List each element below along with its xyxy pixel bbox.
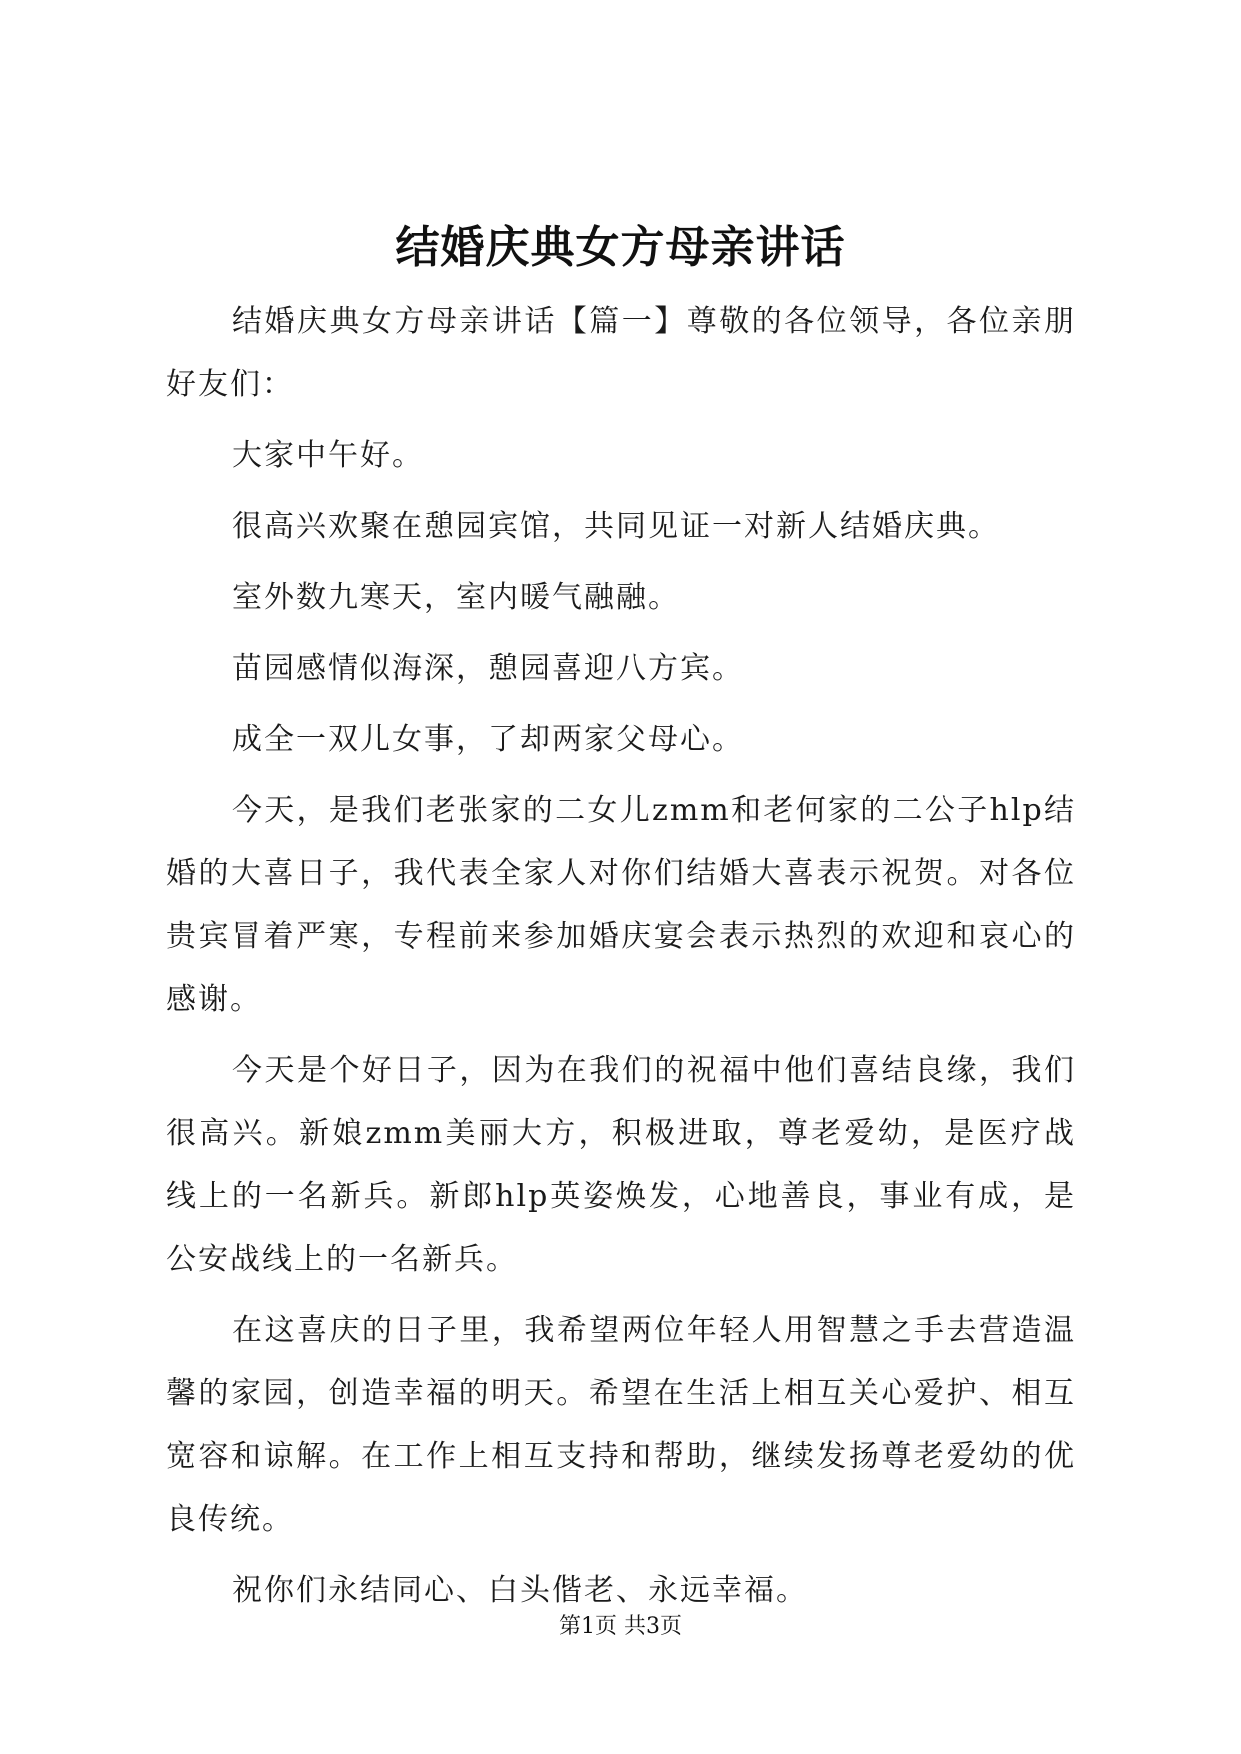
paragraph: 在这喜庆的日子里，我希望两位年轻人用智慧之手去营造温馨的家园，创造幸福的明天。希望在生活上相互关心爱护、相互宽容和谅解。在工作上相互支持和帮助，继续发扬尊老爱幼的优良传统。 (166, 1313, 1076, 1537)
paragraph: 今天，是我们老张家的二女儿zmm和老何家的二公子hlp结婚的大喜日子，我代表全家人对你们结婚大喜表示祝贺。对各位贵宾冒着严寒，专程前来参加婚庆宴会表示热烈的欢迎和哀心的感谢。 (166, 793, 1076, 1017)
page-footer: 第1页 共3页 (559, 1614, 682, 1639)
paragraph: 大家中午好。 (232, 438, 424, 473)
document-title: 结婚庆典女方母亲讲话 (395, 222, 846, 273)
paragraph: 今天是个好日子，因为在我们的祝福中他们喜结良缘，我们很高兴。新娘zmm美丽大方，积极进取，尊老爱幼，是医疗战线上的一名新兵。新郎hlp英姿焕发，心地善良，事业有成，是公安战线上的一名新兵。 (166, 1053, 1076, 1277)
paragraph: 很高兴欢聚在憩园宾馆，共同见证一对新人结婚庆典。 (232, 509, 1000, 544)
paragraph: 室外数九寒天，室内暖气融融。 (232, 580, 680, 615)
paragraph: 结婚庆典女方母亲讲话【篇一】尊敬的各位领导，各位亲朋好友们： (166, 304, 1076, 402)
paragraph: 成全一双儿女事，了却两家父母心。 (232, 722, 744, 757)
paragraph: 苗园感情似海深，憩园喜迎八方宾。 (232, 651, 744, 686)
paragraph: 祝你们永结同心、白头偕老、永远幸福。 (232, 1573, 808, 1608)
document-body (166, 290, 1076, 1630)
